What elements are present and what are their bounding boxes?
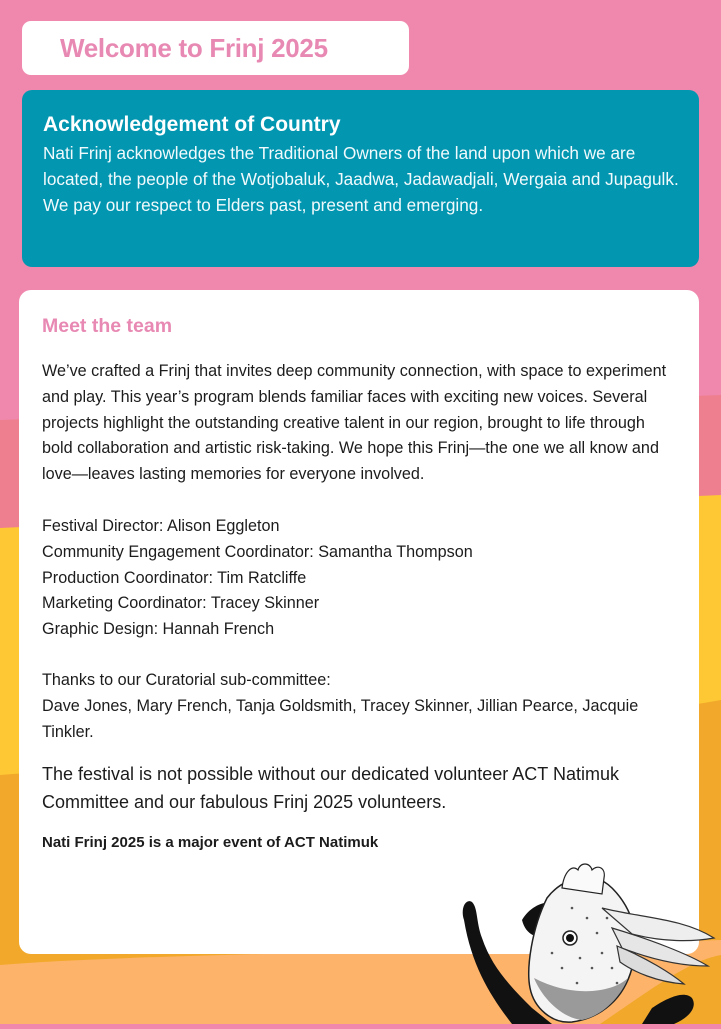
role-item: Festival Director: Alison Eggleton: [42, 516, 280, 535]
cockatoo-illustration-icon: [452, 858, 721, 1024]
thanks-heading: Thanks to our Curatorial sub-committee:: [42, 670, 331, 689]
volunteers-statement: The festival is not possible without our dedicated volunteer ACT Natimuk Committee and our fabulous Frinj 2025 volunteers.: [42, 764, 619, 813]
acknowledgement-text: Nati Frinj acknowledges the Traditional Owners of the land upon which we are located, the people of the Wotjobaluk, Jaadwa, Jadawadjali, Wergaia and Jupagulk. We pay our respect to Elders past, present and emerging.: [43, 143, 679, 215]
acknowledgement-heading: Acknowledgement of Country: [43, 113, 341, 136]
role-item: Marketing Coordinator: Tracey Skinner: [42, 594, 320, 613]
acknowledgement-card: [22, 90, 699, 267]
meet-the-team-card: [19, 290, 699, 954]
curatorial-thanks: [42, 668, 679, 745]
thanks-names: Dave Jones, Mary French, Tanja Goldsmith, Tracey Skinner, Jillian Pearce, Jacquie Tinkler.: [42, 696, 639, 741]
welcome-title-card: [22, 21, 409, 75]
major-event-statement: Nati Frinj 2025 is a major event of ACT Natimuk: [42, 834, 379, 852]
role-item: Production Coordinator: Tim Ratcliffe: [42, 568, 307, 587]
role-item: Graphic Design: Hannah French: [42, 620, 275, 639]
team-intro: We’ve crafted a Frinj that invites deep community connection, with space to experiment and play. This year’s program blends familiar faces with exciting new voices. Several projects highlight the outstanding creative talent in our region, brought to life through bold collaboration and artistic risk-taking. We hope this Frinj—the one we all know and love—leaves lasting memories for everyone involved.: [42, 362, 667, 484]
role-item: Community Engagement Coordinator: Samantha Thompson: [42, 542, 473, 561]
team-roles-list: [42, 514, 679, 643]
team-heading: Meet the team: [42, 315, 173, 337]
page-title: Welcome to Frinj 2025: [60, 32, 328, 63]
